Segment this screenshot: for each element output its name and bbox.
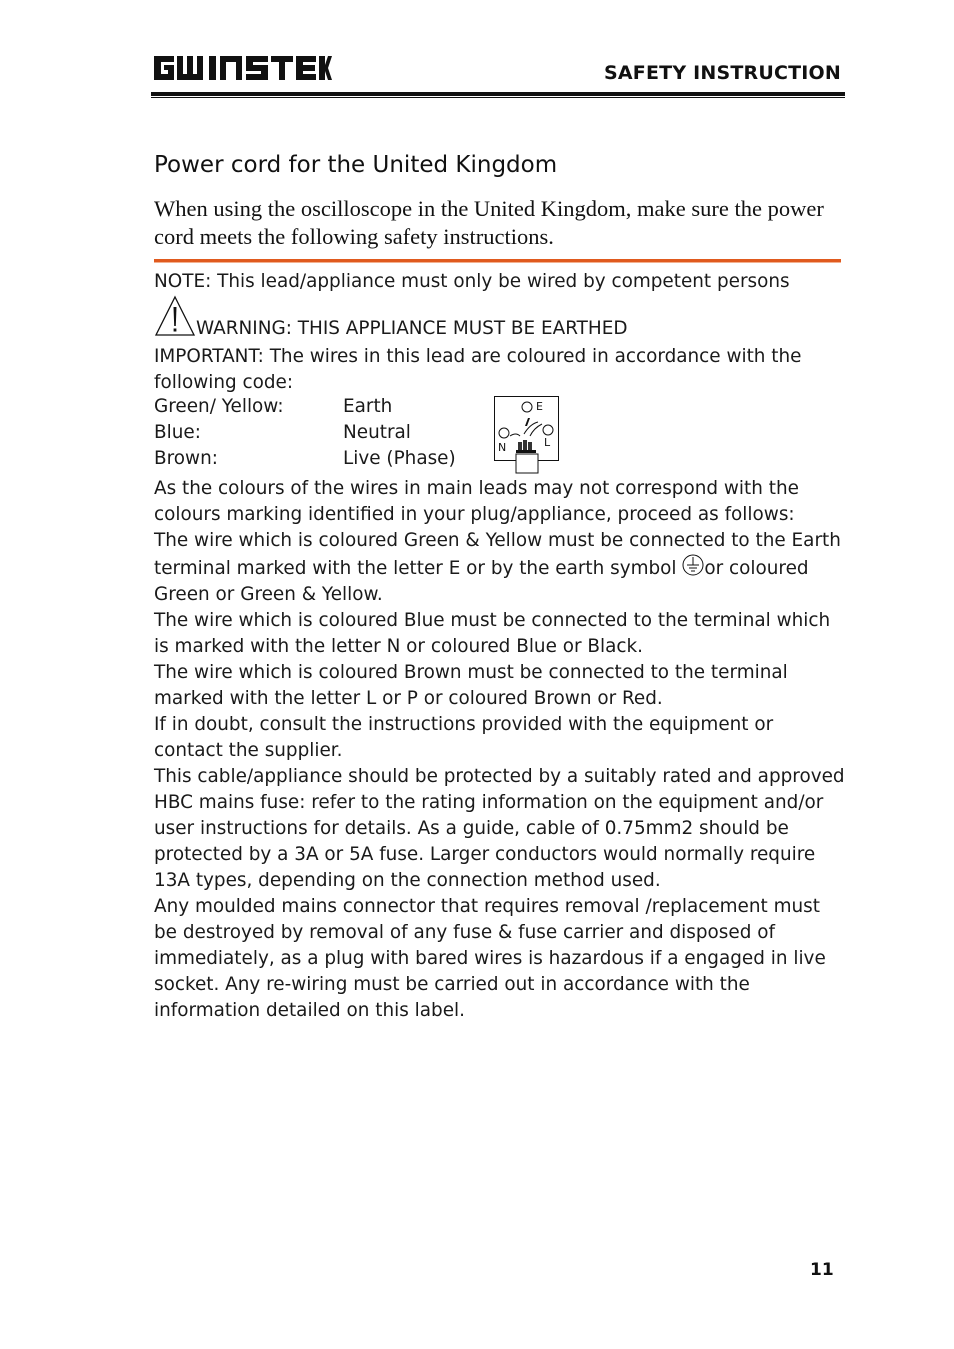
header-rule bbox=[151, 92, 845, 96]
plug-label-l: L bbox=[544, 436, 551, 449]
instruction-paragraph: This cable/appliance should be protected by a suitably rated and approved HBC mains fuse: refer to the rating information on the equipment and/or user instructions for details. As a guide, cable of 0.75mm2 should be protected by a 3A or 5A fuse. Larger conductors would normally require 13A types, depending on the connection method used. bbox=[154, 766, 845, 891]
instruction-paragraph: If in doubt, consult the instructions provided with the equipment or contact the supplier. bbox=[154, 714, 774, 761]
page-number: 11 bbox=[810, 1260, 834, 1280]
section-title: Power cord for the United Kingdom bbox=[154, 152, 558, 178]
note-text: NOTE: This lead/appliance must only be wired by competent persons bbox=[154, 271, 790, 292]
instruction-text: or coloured Green or Green & Yellow. bbox=[154, 558, 809, 605]
logo-text: GW INSTEK bbox=[152, 52, 158, 53]
wire-meaning: Neutral bbox=[343, 422, 411, 443]
plug-label-n: N bbox=[498, 441, 507, 454]
instruction-paragraph: Any moulded mains connector that requires removal /replacement must be destroyed by removal of any fuse & fuse carrier and disposed of immediately, as a plug with bared wires is hazardous if a engaged in live socket. Any re-wiring must be carried out in accordance with the information detailed on this label. bbox=[154, 896, 826, 1021]
wiring-instructions bbox=[154, 476, 846, 1024]
wire-color: Blue: bbox=[154, 422, 201, 443]
wire-code-row bbox=[154, 422, 411, 443]
wire-meaning: Live (Phase) bbox=[343, 448, 456, 469]
wire-code-row bbox=[154, 448, 456, 469]
instruction-paragraph: The wire which is coloured Blue must be connected to the terminal which is marked with the letter N or coloured Blue or Black. bbox=[154, 610, 831, 657]
instruction-paragraph: As the colours of the wires in main leads may not correspond with the colours marking identified in your plug/appliance, proceed as follows: bbox=[154, 478, 799, 525]
earth-symbol-icon bbox=[682, 554, 704, 576]
header-rule-thin bbox=[151, 97, 845, 98]
warning-text: WARNING: THIS APPLIANCE MUST BE EARTHED bbox=[196, 318, 628, 339]
instruction-paragraph: The wire which is coloured Brown must be connected to the terminal marked with the letter L or P or coloured Brown or Red. bbox=[154, 662, 788, 709]
gw-instek-logo bbox=[152, 52, 332, 84]
wire-color: Green/ Yellow: bbox=[154, 396, 284, 417]
uk-plug-wiring-diagram bbox=[494, 396, 560, 474]
warning-triangle-icon bbox=[154, 295, 196, 337]
important-text: IMPORTANT: The wires in this lead are coloured in accordance with the following code: bbox=[154, 346, 802, 393]
wire-color: Brown: bbox=[154, 448, 218, 469]
wire-meaning: Earth bbox=[343, 396, 393, 417]
header-section-label: SAFETY INSTRUCTION bbox=[604, 62, 841, 84]
instruction-paragraph bbox=[154, 528, 846, 608]
plug-label-e: E bbox=[536, 400, 543, 413]
instruction-text: The wire which is coloured Green & Yellow must be connected to the Earth terminal marked with the letter E or by the earth symbol bbox=[154, 530, 841, 579]
section-intro: When using the oscilloscope in the United Kingdom, make sure the power cord meets the following safety instructions. bbox=[154, 196, 824, 249]
wire-code-row bbox=[154, 396, 393, 417]
accent-rule-shadow bbox=[154, 262, 841, 263]
